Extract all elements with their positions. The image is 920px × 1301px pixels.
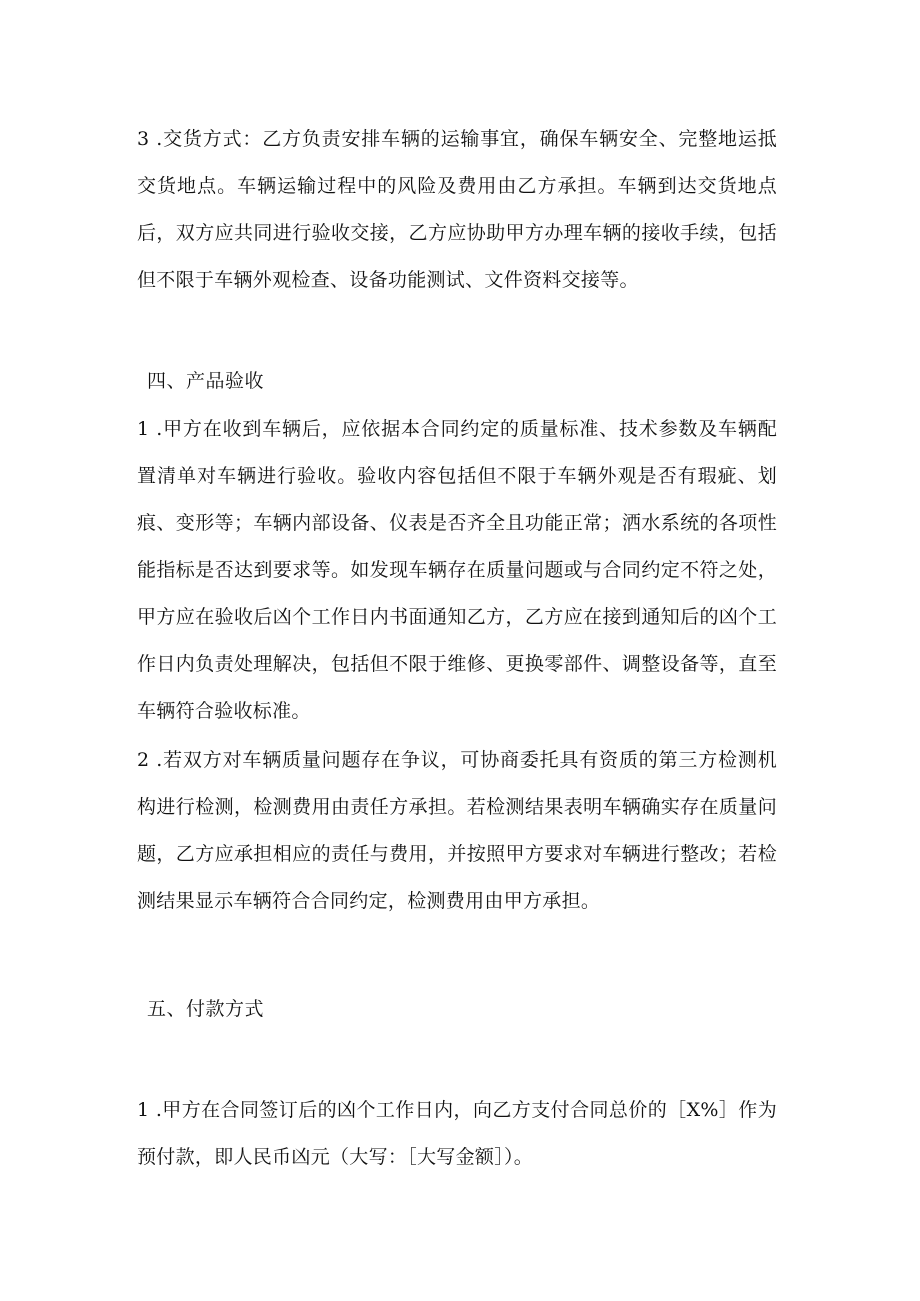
section-heading-product-acceptance: 四、产品验收 [147,370,265,392]
section-heading-payment-method: 五、付款方式 [147,998,265,1020]
acceptance-clause-1: 1 .甲方在收到车辆后，应依据本合同约定的质量标准、技术参数及车辆配置清单对车辆进行验收。验收内容包括但不限于车辆外观是否有瑕疵、划痕、变形等；车辆内部设备、仪表是否齐全且功能正常；洒水系统的各项性能指标是否达到要求等。如发现车辆存在质量问题或与合同约定不符之处，甲方应在验收后凶个工作日内书面通知乙方，乙方应在接到通知后的凶个工作日内负责处理解决，包括但不限于维修、更换零部件、调整设备等，直至车辆符合验收标准。 [137,418,777,722]
payment-clause-1: 1 .甲方在合同签订后的凶个工作日内，向乙方支付合同总价的［X%］作为预付款，即人民币凶元（大写：［大写金额］）。 [137,1099,777,1168]
delivery-method-paragraph: 3 .交货方式：乙方负责安排车辆的运输事宜，确保车辆安全、完整地运抵交货地点。车辆运输过程中的风险及费用由乙方承担。车辆到达交货地点后，双方应共同进行验收交接，乙方应协助甲方办理车辆的接收手续，包括但不限于车辆外观检查、设备功能测试、文件资料交接等。 [137,128,777,291]
acceptance-clause-2: 2 .若双方对车辆质量问题存在争议，可协商委托具有资质的第三方检测机构进行检测，检测费用由责任方承担。若检测结果表明车辆确实存在质量问题，乙方应承担相应的责任与费用，并按照甲方要求对车辆进行整改；若检测结果显示车辆符合合同约定，检测费用由甲方承担。 [137,749,777,912]
